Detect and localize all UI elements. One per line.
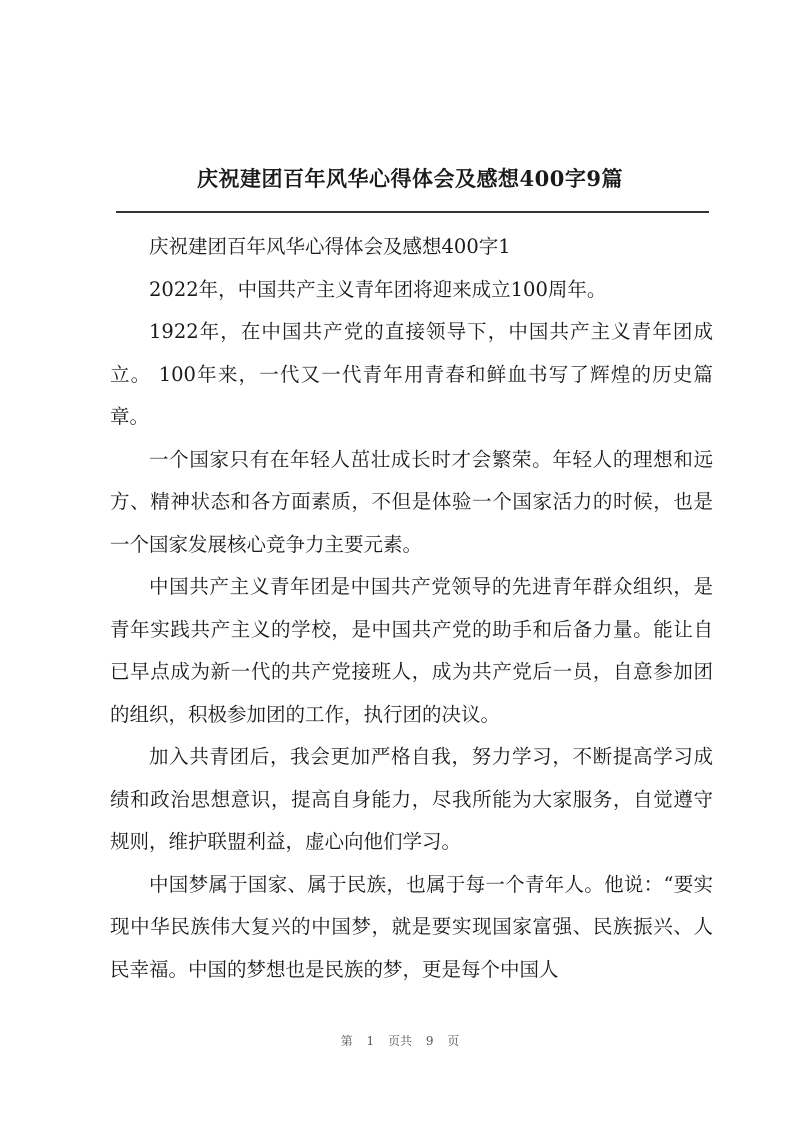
paragraph: 中国共产主义青年团是中国共产党领导的先进青年群众组织，是青年实践共产主义的学校，是中国共产党的助手和后备力量。能让自已早点成为新一代的共产党接班人，成为共产党后一员，自意参加团的组织，积极参加团的工作，执行团的决议。	[110, 575, 713, 726]
paragraph: 2022年，中国共产主义青年团将迎来成立100周年。	[149, 277, 607, 301]
document-body	[110, 226, 713, 991]
paragraph: 加入共青团后，我会更加严格自我，努力学习，不断提高学习成绩和政治思想意识，提高自身能力，尽我所能为大家服务，自觉遵守规则，维护联盟利益，虚心向他们学习。	[110, 745, 713, 853]
paragraph: 一个国家只有在年轻人茁壮成长时才会繁荣。年轻人的理想和远方、精神状态和各方面素质，不但是体验一个国家活力的时候，也是一个国家发展核心竞争力主要元素。	[110, 447, 713, 556]
title-divider	[116, 211, 709, 213]
paragraph: 中国梦属于国家、属于民族，也属于每一个青年人。他说：“要实现中华民族伟大复兴的中国梦，就是要实现国家富强、民族振兴、人民幸福。中国的梦想也是民族的梦，更是每个中国人	[110, 872, 713, 981]
page-number-footer	[0, 1032, 800, 1049]
document-title: 庆祝建团百年风华心得体会及感想400字9篇	[197, 166, 623, 191]
paragraph-subheading: 庆祝建团百年风华心得体会及感想400字1	[149, 235, 511, 258]
page-number-text: 第 1 页共 9 页	[340, 1034, 460, 1048]
paragraph: 1922年，在中国共产党的直接领导下，中国共产主义青年团成立。 100年来，一代又一代青年用青春和鲜血书写了辉煌的历史篇章。	[110, 320, 713, 428]
